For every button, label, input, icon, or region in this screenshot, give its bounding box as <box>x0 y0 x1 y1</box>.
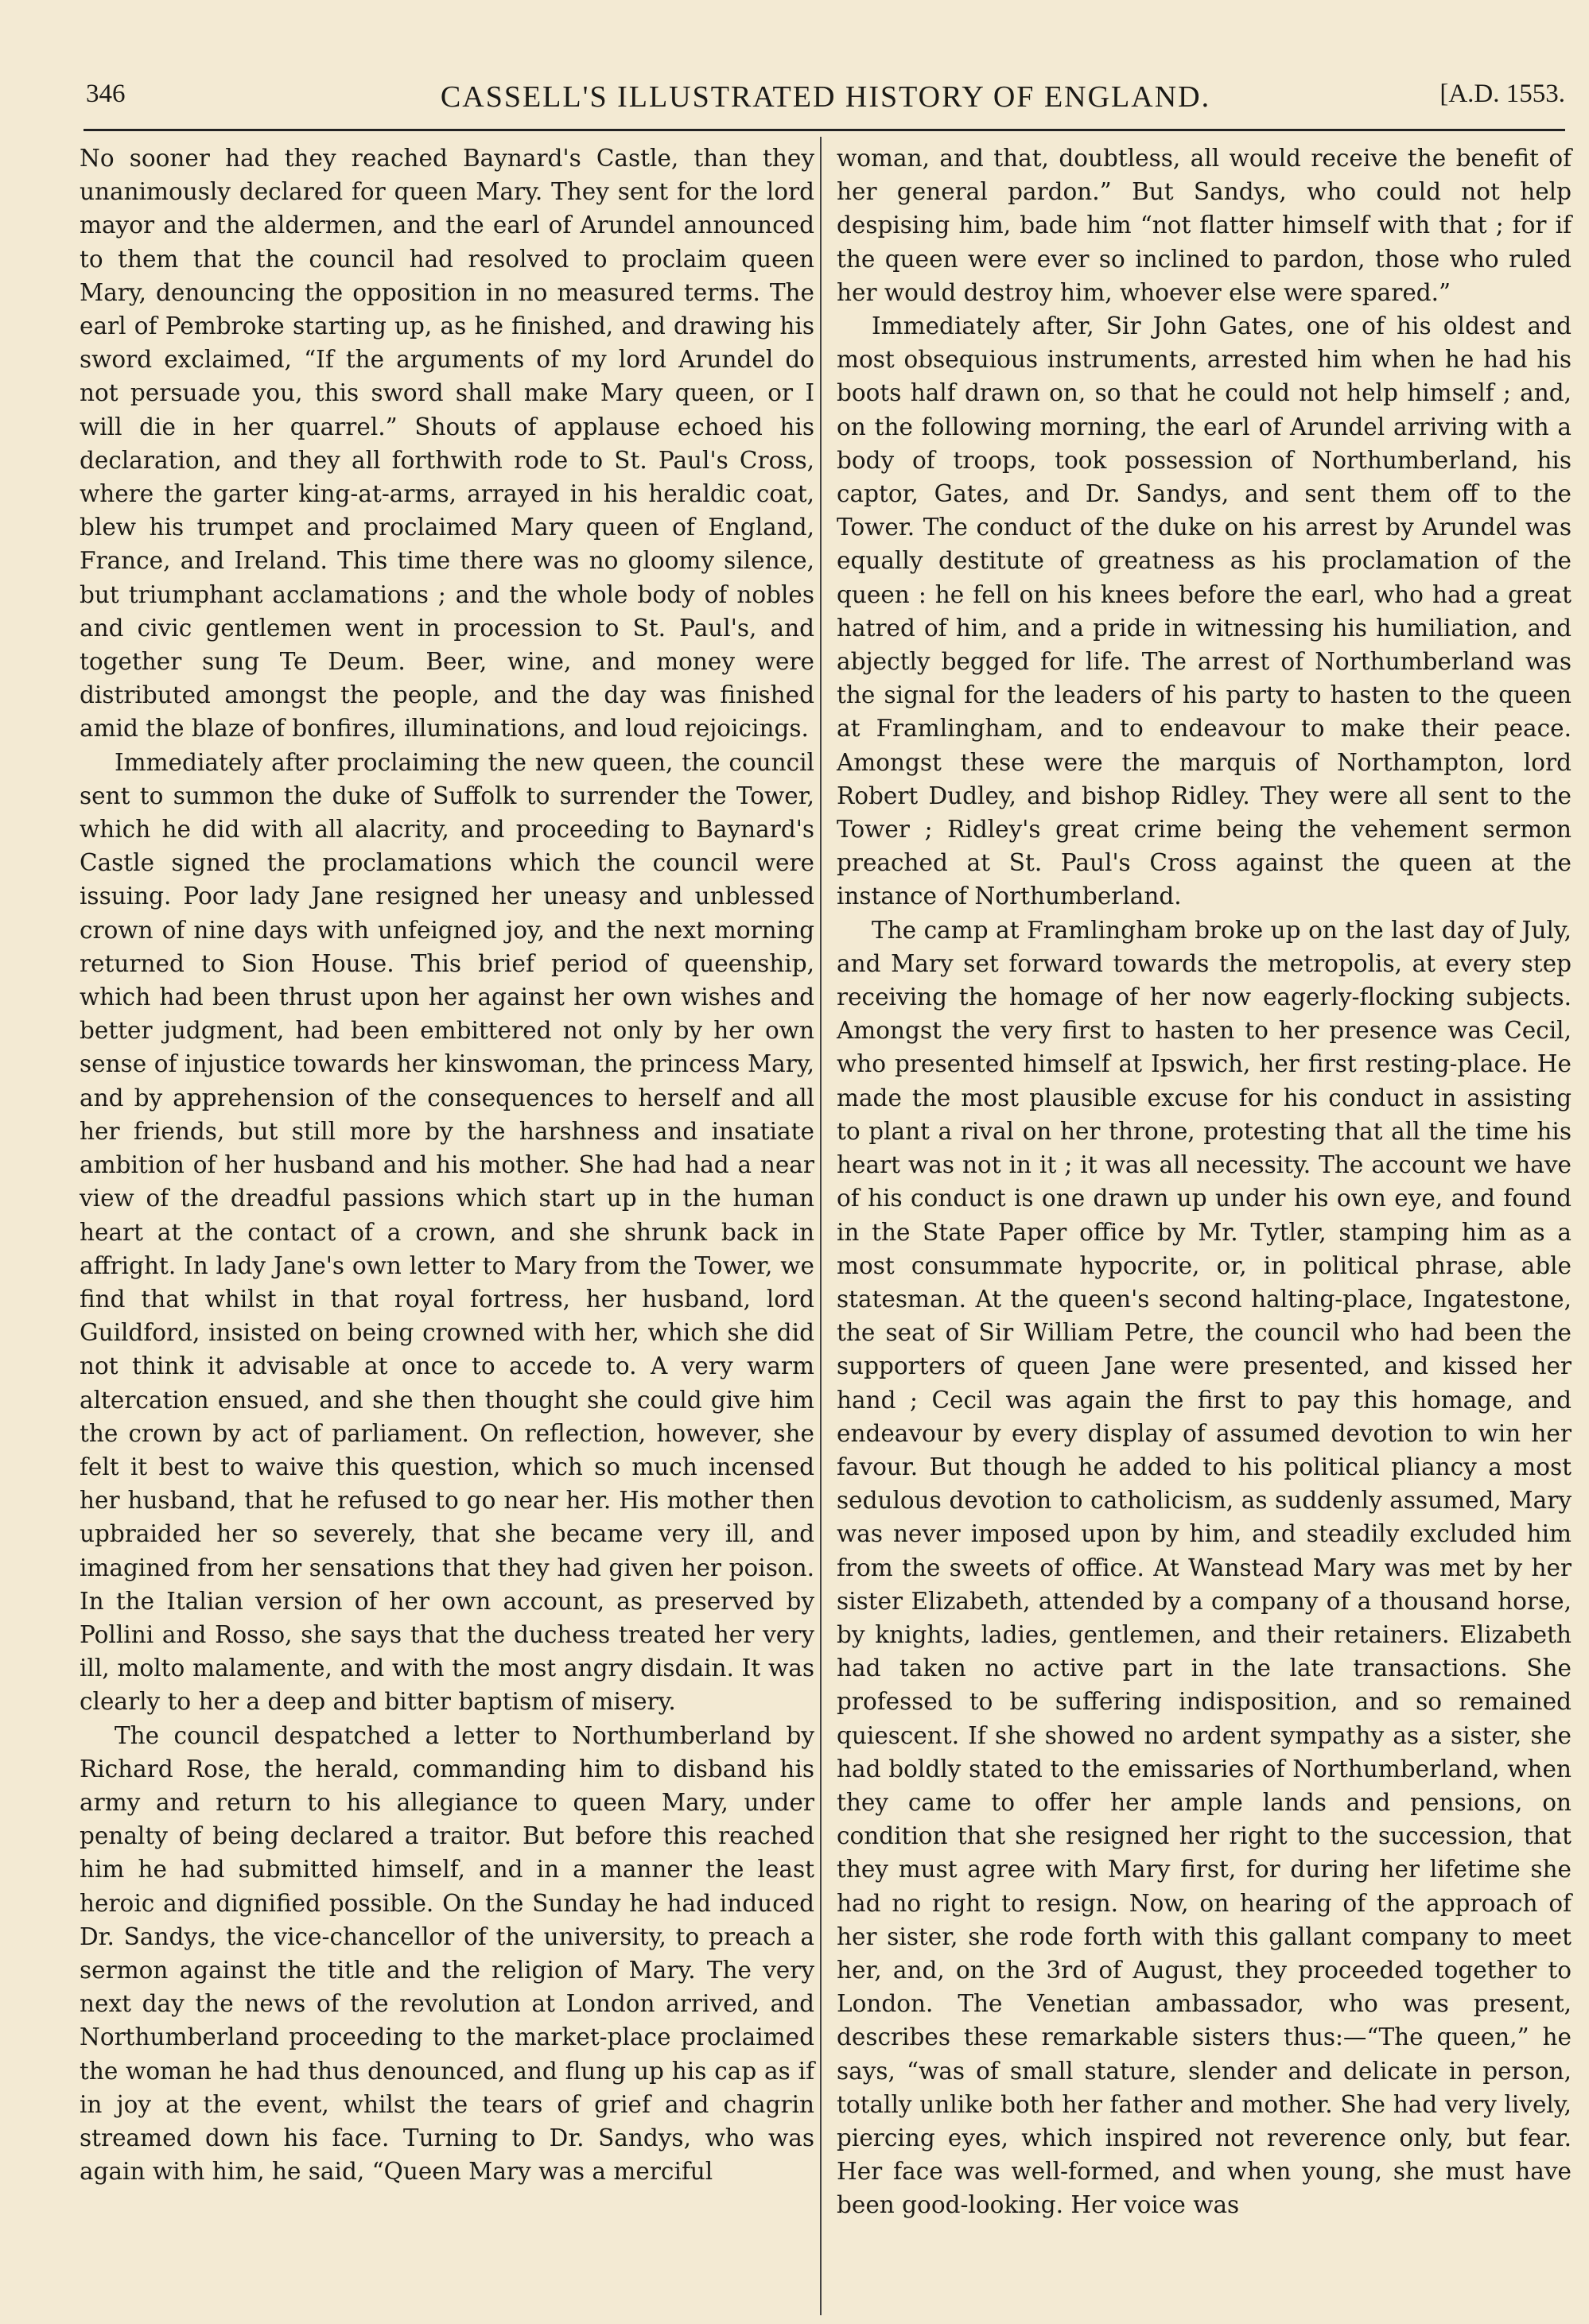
paragraph: The camp at Framlingham broke up on the last day of July, and Mary set forward towards the metropolis, at every step receiving the homage of her now eagerly-flocking subjects. Amongst the very first to hasten to her presence was Cecil, who presented himself at Ipswich, her first resting-place. He made the most plausible excuse for his conduct in assisting to plant a rival on her throne, protesting that all the time his heart was not in it ; it was all necessity. The account we have of his conduct is one drawn up under his own eye, and found in the State Paper office by Mr. Tytler, stamping him as a most consummate hypocrite, or, in political phrase, able statesman. At the queen's second halting-place, Ingatestone, the seat of Sir William Petre, the council who had been the supporters of queen Jane were presented, and kissed her hand ; Cecil was again the first to pay this homage, and endeavour by every display of assumed devotion to win her favour. But though he added to his political pliancy a most sedulous devotion to catholicism, as suddenly assumed, Mary was never imposed upon by him, and steadily excluded him from the sweets of office. At Wanstead Mary was met by her sister Elizabeth, attended by a company of a thousand horse, by knights, ladies, gentlemen, and their retainers. Elizabeth had taken no active part in the late transactions. She professed to be suffering indisposition, and so remained quiescent. If she showed no ardent sympathy as a sister, she had boldly stated to the emissaries of Northumberland, when they came to offer her ample lands and pensions, on condition that she resigned her right to the succession, that they must agree with Mary first, for during her lifetime she had no right to resign. Now, on hearing of the approach of her sister, she rode forth with this gallant company to meet her, and, on the 3rd of August, they proceeded together to London. The Venetian ambassador, who was present, describes these remarkable sisters thus:—“The queen,” he says, “was of small stature, slender and delicate in person, totally unlike both her father and mother. She had very lively, piercing eyes, which inspired not reverence only, but fear. Her face was well-formed, and when young, she must have been good-looking. Her voice was <box>837 916 1572 2219</box>
column-divider <box>820 137 822 2315</box>
running-title: CASSELL'S ILLUSTRATED HISTORY OF ENGLAND. <box>440 80 1211 114</box>
paragraph: The council despatched a letter to Northumberland by Richard Rose, the herald, commanding him to disband his army and return to his allegiance to queen Mary, under penalty of being declared a traitor. But before this reached him he had submitted himself, and in a manner the least heroic and dignified possible. On the Sunday he had induced Dr. Sandys, the vice-chancellor of the university, to preach a sermon against the title and the religion of Mary. The very next day the news of the revolution at London arrived, and Northumberland proceeding to the market-place proclaimed the woman he had thus denounced, and flung up his cap as if in joy at the event, whilst the tears of grief and chagrin streamed down his face. Turning to Dr. Sandys, who was again with him, he said, “Queen Mary was a merciful <box>80 1721 814 2186</box>
page-header <box>86 80 1565 127</box>
left-column <box>80 142 814 2188</box>
paragraph: woman, and that, doubtless, all would receive the benefit of her general pardon.” But Sandys, who could not help despising him, bade him “not flatter himself with that ; for if the queen were ever so inclined to pardon, those who ruled her would destroy him, whoever else were spared.” <box>837 145 1572 306</box>
right-column <box>837 142 1572 2222</box>
header-date: [A.D. 1553. <box>1439 80 1565 108</box>
paragraph: Immediately after, Sir John Gates, one of his oldest and most obsequious instruments, arrested him when he had his boots half drawn on, so that he could not help himself ; and, on the following morning, the earl of Arundel arriving with a body of troops, took possession of Northumberland, his captor, Gates, and Dr. Sandys, and sent them off to the Tower. The conduct of the duke on his arrest by Arundel was equally destitute of greatness as his proclamation of the queen : he fell on his knees before the earl, who had a great hatred of him, and a pride in witnessing his humiliation, and abjectly begged for life. The arrest of Northumberland was the signal for the leaders of his party to hasten to the queen at Framlingham, and to endeavour to make their peace. Amongst these were the marquis of Northampton, lord Robert Dudley, and bishop Ridley. They were all sent to the Tower ; Ridley's great crime being the vehement sermon preached at St. Paul's Cross against the queen at the instance of Northumberland. <box>837 312 1572 910</box>
paragraph: Immediately after proclaiming the new queen, the council sent to summon the duke of Suffolk to surrender the Tower, which he did with all alacrity, and proceeding to Baynard's Castle signed the proclamations which the council were issuing. Poor lady Jane resigned her uneasy and unblessed crown of nine days with unfeigned joy, and the next morning returned to Sion House. This brief period of queenship, which had been thrust upon her against her own wishes and better judgment, had been embittered not only by her own sense of injustice towards her kinswoman, the princess Mary, and by apprehension of the consequences to herself and all her friends, but still more by the harshness and insatiate ambition of her husband and his mother. She had had a near view of the dreadful passions which start up in the human heart at the contact of a crown, and she shrunk back in affright. In lady Jane's own letter to Mary from the Tower, we find that whilst in that royal fortress, her husband, lord Guildford, insisted on being crowned with her, which she did not think it advisable at once to accede to. A very warm altercation ensued, and she then thought she could give him the crown by act of parliament. On reflection, however, she felt it best to waive this question, which so much incensed her husband, that he refused to go near her. His mother then upbraided her so severely, that she became very ill, and imagined from her sensations that they had given her poison. In the Italian version of her own account, as preserved by Pollini and Rosso, she says that the duchess treated her very ill, molto malamente, and with the most angry disdain. It was clearly to her a deep and bitter baptism of misery. <box>80 748 814 1716</box>
header-rule <box>84 129 1565 131</box>
paragraph: No sooner had they reached Baynard's Castle, than they unanimously declared for queen Mary. They sent for the lord mayor and the aldermen, and the earl of Arundel announced to them that the council had resolved to proclaim queen Mary, denouncing the opposition in no measured terms. The earl of Pembroke starting up, as he finished, and drawing his sword exclaimed, “If the arguments of my lord Arundel do not persuade you, this sword shall make Mary queen, or I will die in her quarrel.” Shouts of applause echoed his declaration, and they all forthwith rode to St. Paul's Cross, where the garter king-at-arms, arrayed in his heraldic coat, blew his trumpet and proclaimed Mary queen of England, France, and Ireland. This time there was no gloomy silence, but triumphant acclamations ; and the whole body of nobles and civic gentlemen went in procession to St. Paul's, and together sung Te Deum. Beer, wine, and money were distributed amongst the people, and the day was finished amid the blaze of bonfires, illuminations, and loud rejoicings. <box>80 145 814 743</box>
page-number: 346 <box>86 80 126 108</box>
